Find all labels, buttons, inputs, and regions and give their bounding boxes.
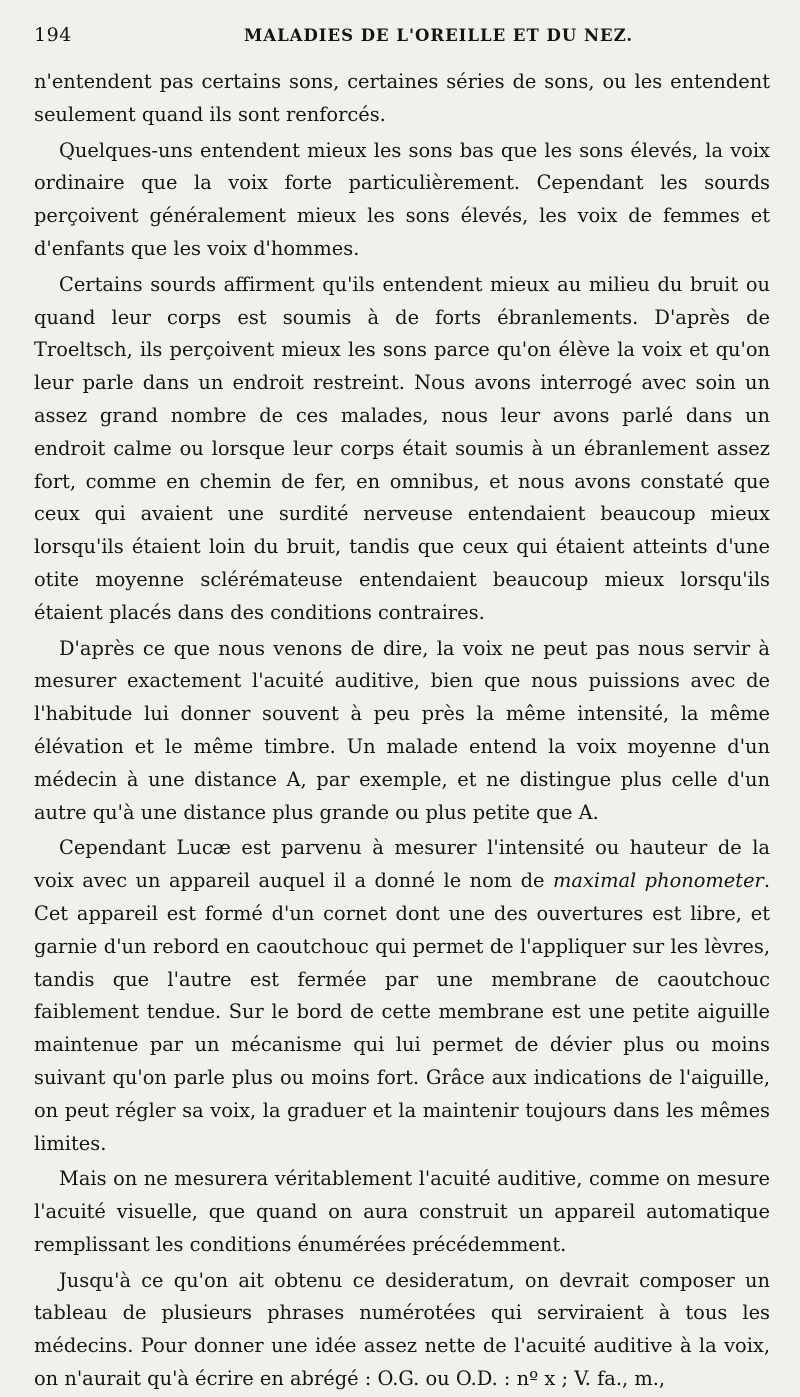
- paragraph: Mais on ne mesurera véritablement l'acuité auditive, comme on mesure l'acuité visuelle, que quand on aura construit un appareil automatique remplissant les conditions énumérées précédemment.: [34, 1167, 770, 1256]
- page-header: [34, 24, 770, 58]
- paragraph-continued: n'entendent pas certains sons, certaines séries de sons, ou les entendent seulement quand ils sont renforcés.: [34, 70, 770, 126]
- paragraph-text: Cependant Lucæ est parvenu à mesurer l'intensité ou hauteur de la voix avec un appareil auquel il a donné le nom de: [34, 836, 770, 893]
- paragraph: Quelques-uns entendent mieux les sons bas que les sons élevés, la voix ordinaire que la voix forte particulièrement. Cependant les sourds perçoivent généralement mieux les sons élevés, les voix de femmes et d'enfants que les voix d'hommes.: [34, 138, 770, 260]
- body-text: [34, 66, 770, 1396]
- paragraph-phonometer: [34, 832, 770, 1160]
- paragraph: D'après ce que nous venons de dire, la voix ne peut pas nous servir à mesurer exactement l'acuité auditive, bien que nous puissions avec de l'habitude lui donner souvent à peu près la même intensité, la même élévation et le même timbre. Un malade entend la voix moyenne d'un médecin à une distance A, par exemple, et ne distingue plus celle d'un autre qu'à une distance plus grande ou plus petite que A.: [34, 636, 770, 824]
- italic-term: maximal phonometer: [552, 869, 764, 893]
- paragraph: Jusqu'à ce qu'on ait obtenu ce desideratum, on devrait composer un tableau de plusieurs phrases numérotées qui serviraient à tous les médecins. Pour donner une idée assez nette de l'acuité auditive à la voix, on n'aurait qu'à écrire en abrégé : O.G. ou O.D. : nº x ; V. fa., m.,: [34, 1268, 770, 1391]
- paragraph: Certains sourds affirment qu'ils entendent mieux au milieu du bruit ou quand leur corps est soumis à de forts ébranlements. D'après de Troeltsch, ils perçoivent mieux les sons parce qu'on élève la voix et qu'on leur parle dans un endroit restreint. Nous avons interrogé avec soin un assez grand nombre de ces malades, nous leur avons parlé dans un endroit calme ou lorsque leur corps était soumis à un ébranlement assez fort, comme en chemin de fer, en omnibus, et nous avons constaté que ceux qui avaient une surdité nerveuse entendaient beaucoup mieux lorsqu'ils étaient loin du bruit, tandis que ceux qui étaient atteints d'une otite moyenne sclérémateuse entendaient beaucoup mieux lorsqu'ils étaient placés dans des conditions contraires.: [34, 272, 770, 624]
- paragraph-text: . Cet appareil est formé d'un cornet dont une des ouvertures est libre, et garnie d'un rebord en caoutchouc qui permet de l'appliquer sur les lèvres, tandis que l'autre est fermée par une membrane de caoutchouc faiblement tendue. Sur le bord de cette membrane est une petite aiguille maintenue par un mécanisme qui lui permet de dévier plus ou moins suivant qu'on parle plus ou moins fort. Grâce aux indications de l'aiguille, on peut régler sa voix, la graduer et la maintenir toujours dans les mêmes limites.: [34, 869, 770, 1155]
- running-title: MALADIES DE L'OREILLE ET DU NEZ.: [244, 26, 634, 45]
- page-number: 194: [34, 24, 72, 46]
